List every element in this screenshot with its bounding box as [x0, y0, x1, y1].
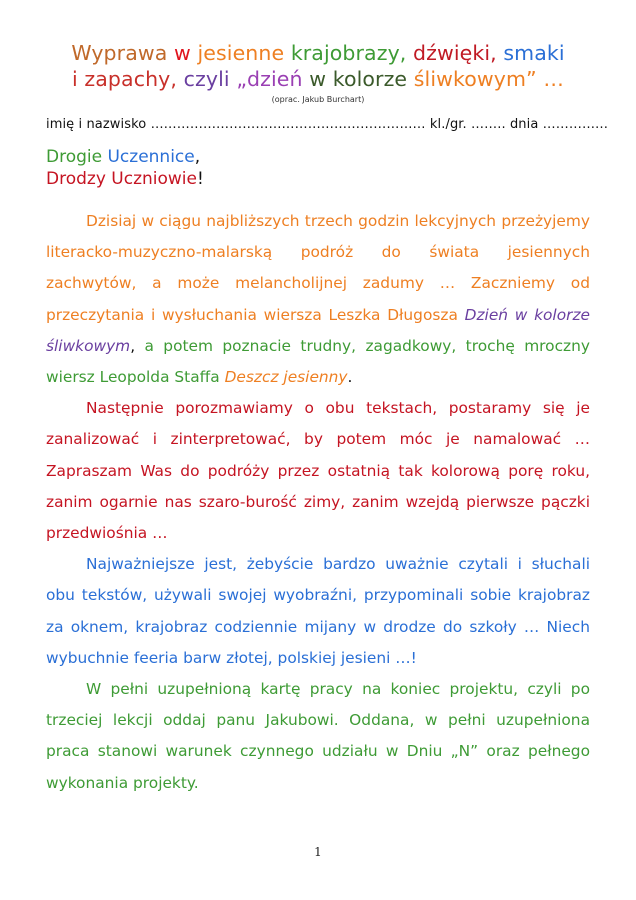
title-word: w [174, 41, 198, 65]
title-line-1 [30, 40, 606, 66]
date-field[interactable]: …………… [542, 117, 609, 132]
paragraph-intro [46, 206, 590, 393]
paragraph-plan: Następnie porozmawiamy o obu tekstach, postaramy się je zanalizować i zinterpretować, by potem móc je namalować … Zapraszam Was do podróży przez ostatnią tak kolorową porę roku, zanim ogarnie nas szaro-burość zimy, zanim wzejdą pierwsze pączki przedwiośnia … [46, 399, 590, 543]
greeting-line-1 [46, 146, 200, 168]
class-label: kl./gr. [429, 117, 467, 132]
paragraph-submission: W pełni uzupełnioną kartę pracy na koniec projektu, czyli po trzeciej lekcji oddaj panu Jakubowi. Oddana, w pełni uzupełniona praca stanowi warunek czynnego udziału w Dniu „N” oraz pełnego wykonania projekty. [46, 680, 590, 792]
title-word: i zapachy, [72, 67, 184, 91]
poem-title-dlugosz: Dzień w kolorze śliwkowym [46, 305, 590, 355]
letter-body [46, 206, 590, 799]
title-word: jesienne [197, 41, 291, 65]
class-field[interactable]: …….. [471, 117, 506, 132]
title-word: czyli [183, 67, 237, 91]
greeting-word: Drodzy [46, 169, 112, 189]
title-word: krajobrazy, [290, 41, 414, 65]
greeting-word: Drogie [46, 147, 108, 167]
name-field[interactable]: ……………………………………………………… [150, 117, 426, 132]
paragraph-text: Dzisiaj w ciągu najbliższych trzech godzin lekcyjnych przeżyjemy literacko-muzyczno-malarską podróż do świata jesiennych zachwytów, a może melancholijnej zadumy … Zaczniemy od przeczytania i wysłuchania wiersza Leszka Długosza [46, 212, 590, 324]
greeting-line-2 [46, 168, 204, 190]
paragraph-instructions: Najważniejsze jest, żebyście bardzo uważnie czytali i słuchali obu tekstów, używali swojej wyobraźni, przypominali sobie krajobraz za oknem, krajobraz codziennie mijany w drodze do szkoły … Niech wybuchnie feeria barw złotej, polskiej jesieni …! [46, 555, 590, 667]
title-line-2 [30, 66, 606, 92]
greeting-punct: , [194, 147, 201, 167]
title-word: w kolorze [309, 67, 414, 91]
punctuation: , [130, 336, 136, 355]
punctuation: . [347, 368, 353, 387]
greeting-punct: ! [197, 169, 204, 189]
paragraph-text: a potem poznacie trudny, zagadkowy, trochę mroczny wiersz Leopolda Staffa [46, 336, 590, 387]
title-word: smaki [503, 41, 565, 65]
title-word: dźwięki, [413, 41, 504, 65]
author-credit: (oprac. Jakub Burchart) [271, 95, 365, 104]
greeting-word: Uczennice [107, 147, 195, 167]
date-label: dnia [509, 117, 539, 132]
student-info-line [46, 117, 608, 132]
title-word: Wyprawa [71, 41, 175, 65]
greeting-word: Uczniowie [111, 169, 197, 189]
title-word: śliwkowym” … [413, 67, 564, 91]
title-word: „dzień [236, 67, 310, 91]
name-label: imię i nazwisko [46, 117, 147, 132]
poem-title-staff: Deszcz jesienny [224, 368, 348, 387]
page-number: 1 [314, 845, 322, 859]
